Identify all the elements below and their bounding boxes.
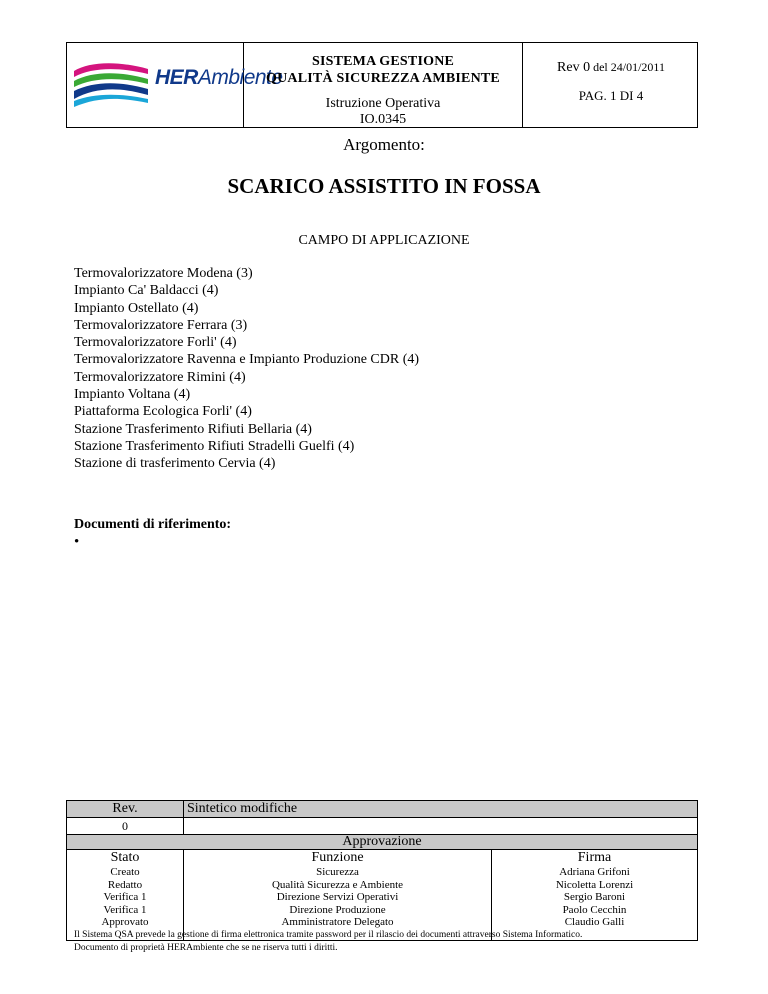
table-cell: Verifica 1 <box>103 891 147 903</box>
list-item: Termovalorizzatore Ferrara (3) <box>74 317 248 333</box>
system-title: SISTEMA GESTIONE QUALITÀ SICUREZZA AMBIENTE <box>266 54 500 86</box>
list-item: Stazione di trasferimento Cervia (4) <box>74 456 276 472</box>
rev-value: 0 <box>122 819 128 833</box>
table-cell: Redatto <box>107 878 143 891</box>
list-item: Termovalorizzatore Rimini (4) <box>74 369 246 385</box>
table-cell: Direzione Produzione <box>289 903 386 916</box>
table-cell: Adriana Grifoni <box>559 866 630 878</box>
list-item: Impianto Ca' Baldacci (4) <box>74 283 219 299</box>
list-item: Stazione Trasferimento Rifiuti Bellaria (4) <box>74 421 312 437</box>
table-cell: Direzione Servizi Operativi <box>276 891 399 903</box>
list-item: Impianto Ostellato (4) <box>74 300 199 316</box>
col-stato-header: Stato <box>110 850 140 865</box>
table-cell: Qualità Sicurezza e Ambiente <box>271 878 404 891</box>
table-cell: Sicurezza <box>316 866 359 878</box>
bullet-point: • <box>74 534 80 550</box>
note-line: Il Sistema QSA prevede la gestione di firma elettronica tramite password per il rilascio dei documenti attraverso Sistema Informatico. <box>74 930 583 940</box>
document-header-table <box>66 42 698 128</box>
table-cell: Paolo Cecchin <box>562 903 627 916</box>
list-item: Stazione Trasferimento Rifiuti Stradelli Guelfi (4) <box>74 438 355 454</box>
istruzione-operativa: Istruzione Operativa IO.0345 <box>244 96 522 128</box>
rev-header: Rev. <box>112 801 138 816</box>
table-cell: Nicoletta Lorenzi <box>555 878 634 891</box>
list-item: Termovalorizzatore Ravenna e Impianto Produzione CDR (4) <box>74 352 420 368</box>
list-item: Termovalorizzatore Forli' (4) <box>74 335 237 351</box>
approval-table <box>66 800 698 941</box>
table-cell: Claudio Galli <box>564 916 625 928</box>
list-item: Impianto Voltana (4) <box>74 387 191 403</box>
table-cell: Sergio Baroni <box>563 891 626 903</box>
stato-values <box>66 866 184 929</box>
modifiche-value-cell <box>183 817 698 835</box>
modifiche-header: Sintetico modifiche <box>187 801 298 816</box>
logo-text: HERAmbiente <box>155 66 283 89</box>
argomento-label: Argomento: <box>343 135 425 154</box>
table-cell: Creato <box>110 866 140 878</box>
document-title: SCARICO ASSISTITO IN FOSSA <box>227 174 541 198</box>
heraambiente-logo <box>67 43 283 127</box>
header-divider <box>522 43 523 127</box>
firma-values <box>491 866 698 929</box>
col-firma-header: Firma <box>577 850 612 865</box>
page-number: PAG. 1 DI 4 <box>578 88 644 103</box>
impianti-list <box>74 265 419 473</box>
campo-applicazione-label: CAMPO DI APPLICAZIONE <box>298 233 470 248</box>
documenti-riferimento-label: Documenti di riferimento: <box>74 517 232 532</box>
funzione-values <box>183 866 492 929</box>
table-cell: Amministratore Delegato <box>281 916 394 928</box>
note-line: Documento di proprietà HERAmbiente che se ne riserva tutti i diritti. <box>74 943 338 953</box>
footer-notes <box>74 929 582 955</box>
approvazione-header: Approvazione <box>342 834 422 849</box>
logo-waves-icon <box>70 57 160 117</box>
table-cell: Approvato <box>101 916 149 928</box>
revision-info: Rev 0 del 24/01/2011 <box>557 60 665 75</box>
list-item: Piattaforma Ecologica Forli' (4) <box>74 404 252 420</box>
table-cell: Verifica 1 <box>103 903 147 916</box>
col-funzione-header: Funzione <box>311 850 364 865</box>
doc-code: IO.0345 <box>359 112 407 127</box>
list-item: Termovalorizzatore Modena (3) <box>74 266 253 281</box>
